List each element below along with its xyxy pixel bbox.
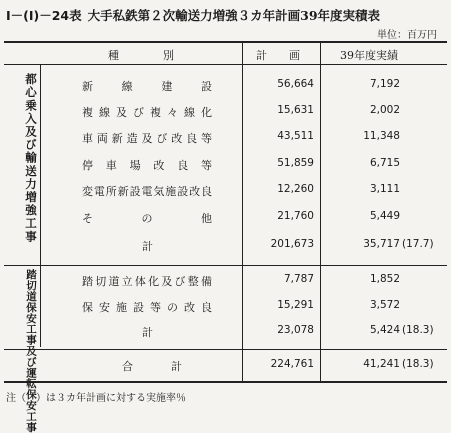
total-label: 合 計 (122, 360, 182, 373)
table-row (4, 183, 447, 203)
row-plan: 7,787 (283, 273, 314, 285)
row-label: 車両新造及び改良等 (82, 132, 212, 145)
row-label: 計 (142, 326, 153, 339)
total-actual: 41,241 (363, 358, 400, 370)
row-label: 停車場改良等 (82, 159, 212, 172)
row-label: 新線建設 (82, 80, 212, 93)
row-label: 踏切道立体化及び整備 (82, 275, 212, 288)
row-rate: (17.7) (402, 238, 434, 250)
row-actual: 1,852 (369, 273, 400, 285)
row-label: 保安施設等の改良 (82, 301, 212, 314)
group-label-2: 踏切道保安工事及び運転保安工事 (25, 269, 37, 433)
row-plan: 51,859 (277, 157, 314, 169)
row-plan: 56,664 (277, 78, 314, 90)
row-actual: 11,348 (363, 130, 400, 142)
table-title-text: 大手私鉄第２次輸送力増強３カ年計画39年度実積表 (87, 8, 381, 23)
row-plan: 21,760 (277, 210, 314, 222)
group-separator (4, 265, 447, 266)
total-separator (4, 349, 447, 350)
table-row (4, 104, 447, 124)
table-header (4, 43, 447, 65)
table-row (4, 299, 447, 319)
table-row (4, 157, 447, 177)
row-actual: 3,111 (369, 183, 400, 195)
row-label: 変電所新設電気施設改良 (82, 185, 212, 198)
table-row (4, 273, 447, 293)
table-row (4, 130, 447, 150)
header-plan: 計 画 (256, 49, 300, 62)
header-category: 種 別 (108, 49, 174, 62)
row-plan: 15,291 (277, 299, 314, 311)
row-rate: (18.3) (402, 324, 434, 336)
total-plan: 224,761 (270, 358, 314, 370)
subtotal-row (4, 238, 447, 258)
table-title (6, 6, 446, 24)
row-label: その他 (82, 212, 212, 225)
unit-label: 単位：百万円 (377, 30, 437, 41)
row-label: 複線及び複々線化 (82, 106, 212, 119)
row-label: 計 (142, 240, 153, 253)
table-row (4, 78, 447, 98)
group-label-1: 都心乗入及び輸送力増強工事 (24, 73, 38, 244)
table-row (4, 210, 447, 230)
total-row (4, 358, 447, 378)
header-actual: 39年度実績 (340, 49, 398, 62)
subtotal-row (4, 324, 447, 344)
row-actual: 35,717 (363, 238, 400, 250)
row-actual: 5,424 (369, 324, 400, 336)
row-plan: 15,631 (277, 104, 314, 116)
total-rate: (18.3) (402, 358, 434, 370)
row-actual: 3,572 (369, 299, 400, 311)
row-actual: 2,002 (369, 104, 400, 116)
row-actual: 5,449 (369, 210, 400, 222)
table-number: Ⅰ－(Ⅰ)－24表 (6, 8, 82, 23)
footnote: 注（ ）は３カ年計画に対する実施率％ (6, 393, 186, 404)
row-plan: 23,078 (277, 324, 314, 336)
row-actual: 7,192 (369, 78, 400, 90)
row-plan: 12,260 (277, 183, 314, 195)
row-actual: 6,715 (369, 157, 400, 169)
row-plan: 43,511 (277, 130, 314, 142)
row-plan: 201,673 (270, 238, 314, 250)
